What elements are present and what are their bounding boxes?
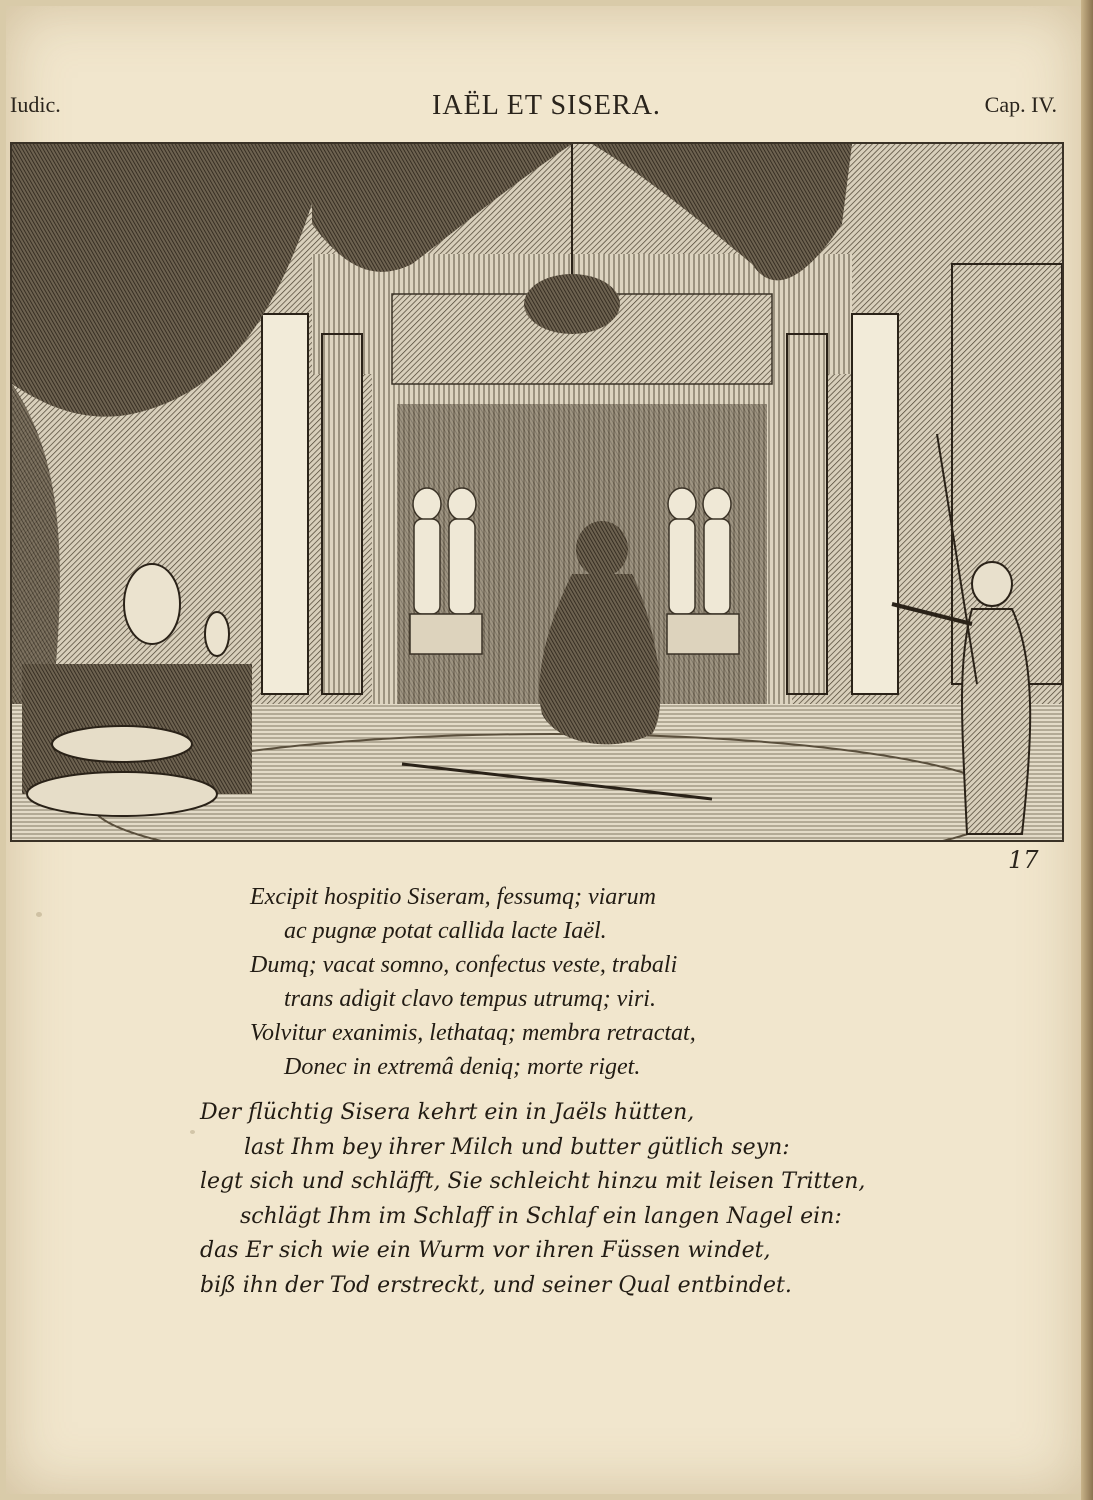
paper-spot: [36, 912, 42, 917]
page-title: IAËL ET SISERA.: [432, 90, 661, 121]
chapter-reference: Cap. IV.: [984, 92, 1057, 117]
book-reference: Iudic.: [10, 92, 61, 117]
german-line: last Ihm bey ihrer Milch und butter gütlich seyn:: [244, 1134, 790, 1160]
page-header: [0, 92, 1093, 132]
german-line: schlägt Ihm im Schlaff in Schlaf ein langen Nagel ein:: [240, 1203, 842, 1229]
latin-line: Excipit hospitio Siseram, fessumq; viarum: [250, 884, 656, 910]
plate-number: 17: [1008, 846, 1039, 874]
german-line: Der flüchtig Sisera kehrt ein in Jaëls hütten,: [200, 1100, 695, 1125]
german-line: das Er sich wie ein Wurm vor ihren Füssen windet,: [200, 1238, 771, 1263]
latin-line: trans adigit clavo tempus utrumq; viri.: [284, 986, 656, 1012]
paper-spot: [190, 1130, 195, 1134]
german-line: legt sich und schläfft, Sie schleicht hinzu mit leisen Tritten,: [200, 1169, 866, 1194]
latin-verse-block: [250, 880, 890, 1084]
latin-line: Donec in extremâ deniq; morte riget.: [284, 1054, 641, 1080]
latin-line: ac pugnæ potat callida lacte Iaël.: [284, 918, 607, 944]
latin-line: Dumq; vacat somno, confectus veste, trabali: [250, 952, 678, 978]
german-verse-block: [200, 1096, 1000, 1303]
latin-line: Volvitur exanimis, lethataq; membra retractat,: [250, 1020, 696, 1046]
page-edge: [1081, 0, 1093, 1500]
engraving-illustration: [10, 142, 1064, 842]
german-line: biß ihn der Tod erstreckt, und seiner Qual entbindet.: [200, 1272, 792, 1298]
